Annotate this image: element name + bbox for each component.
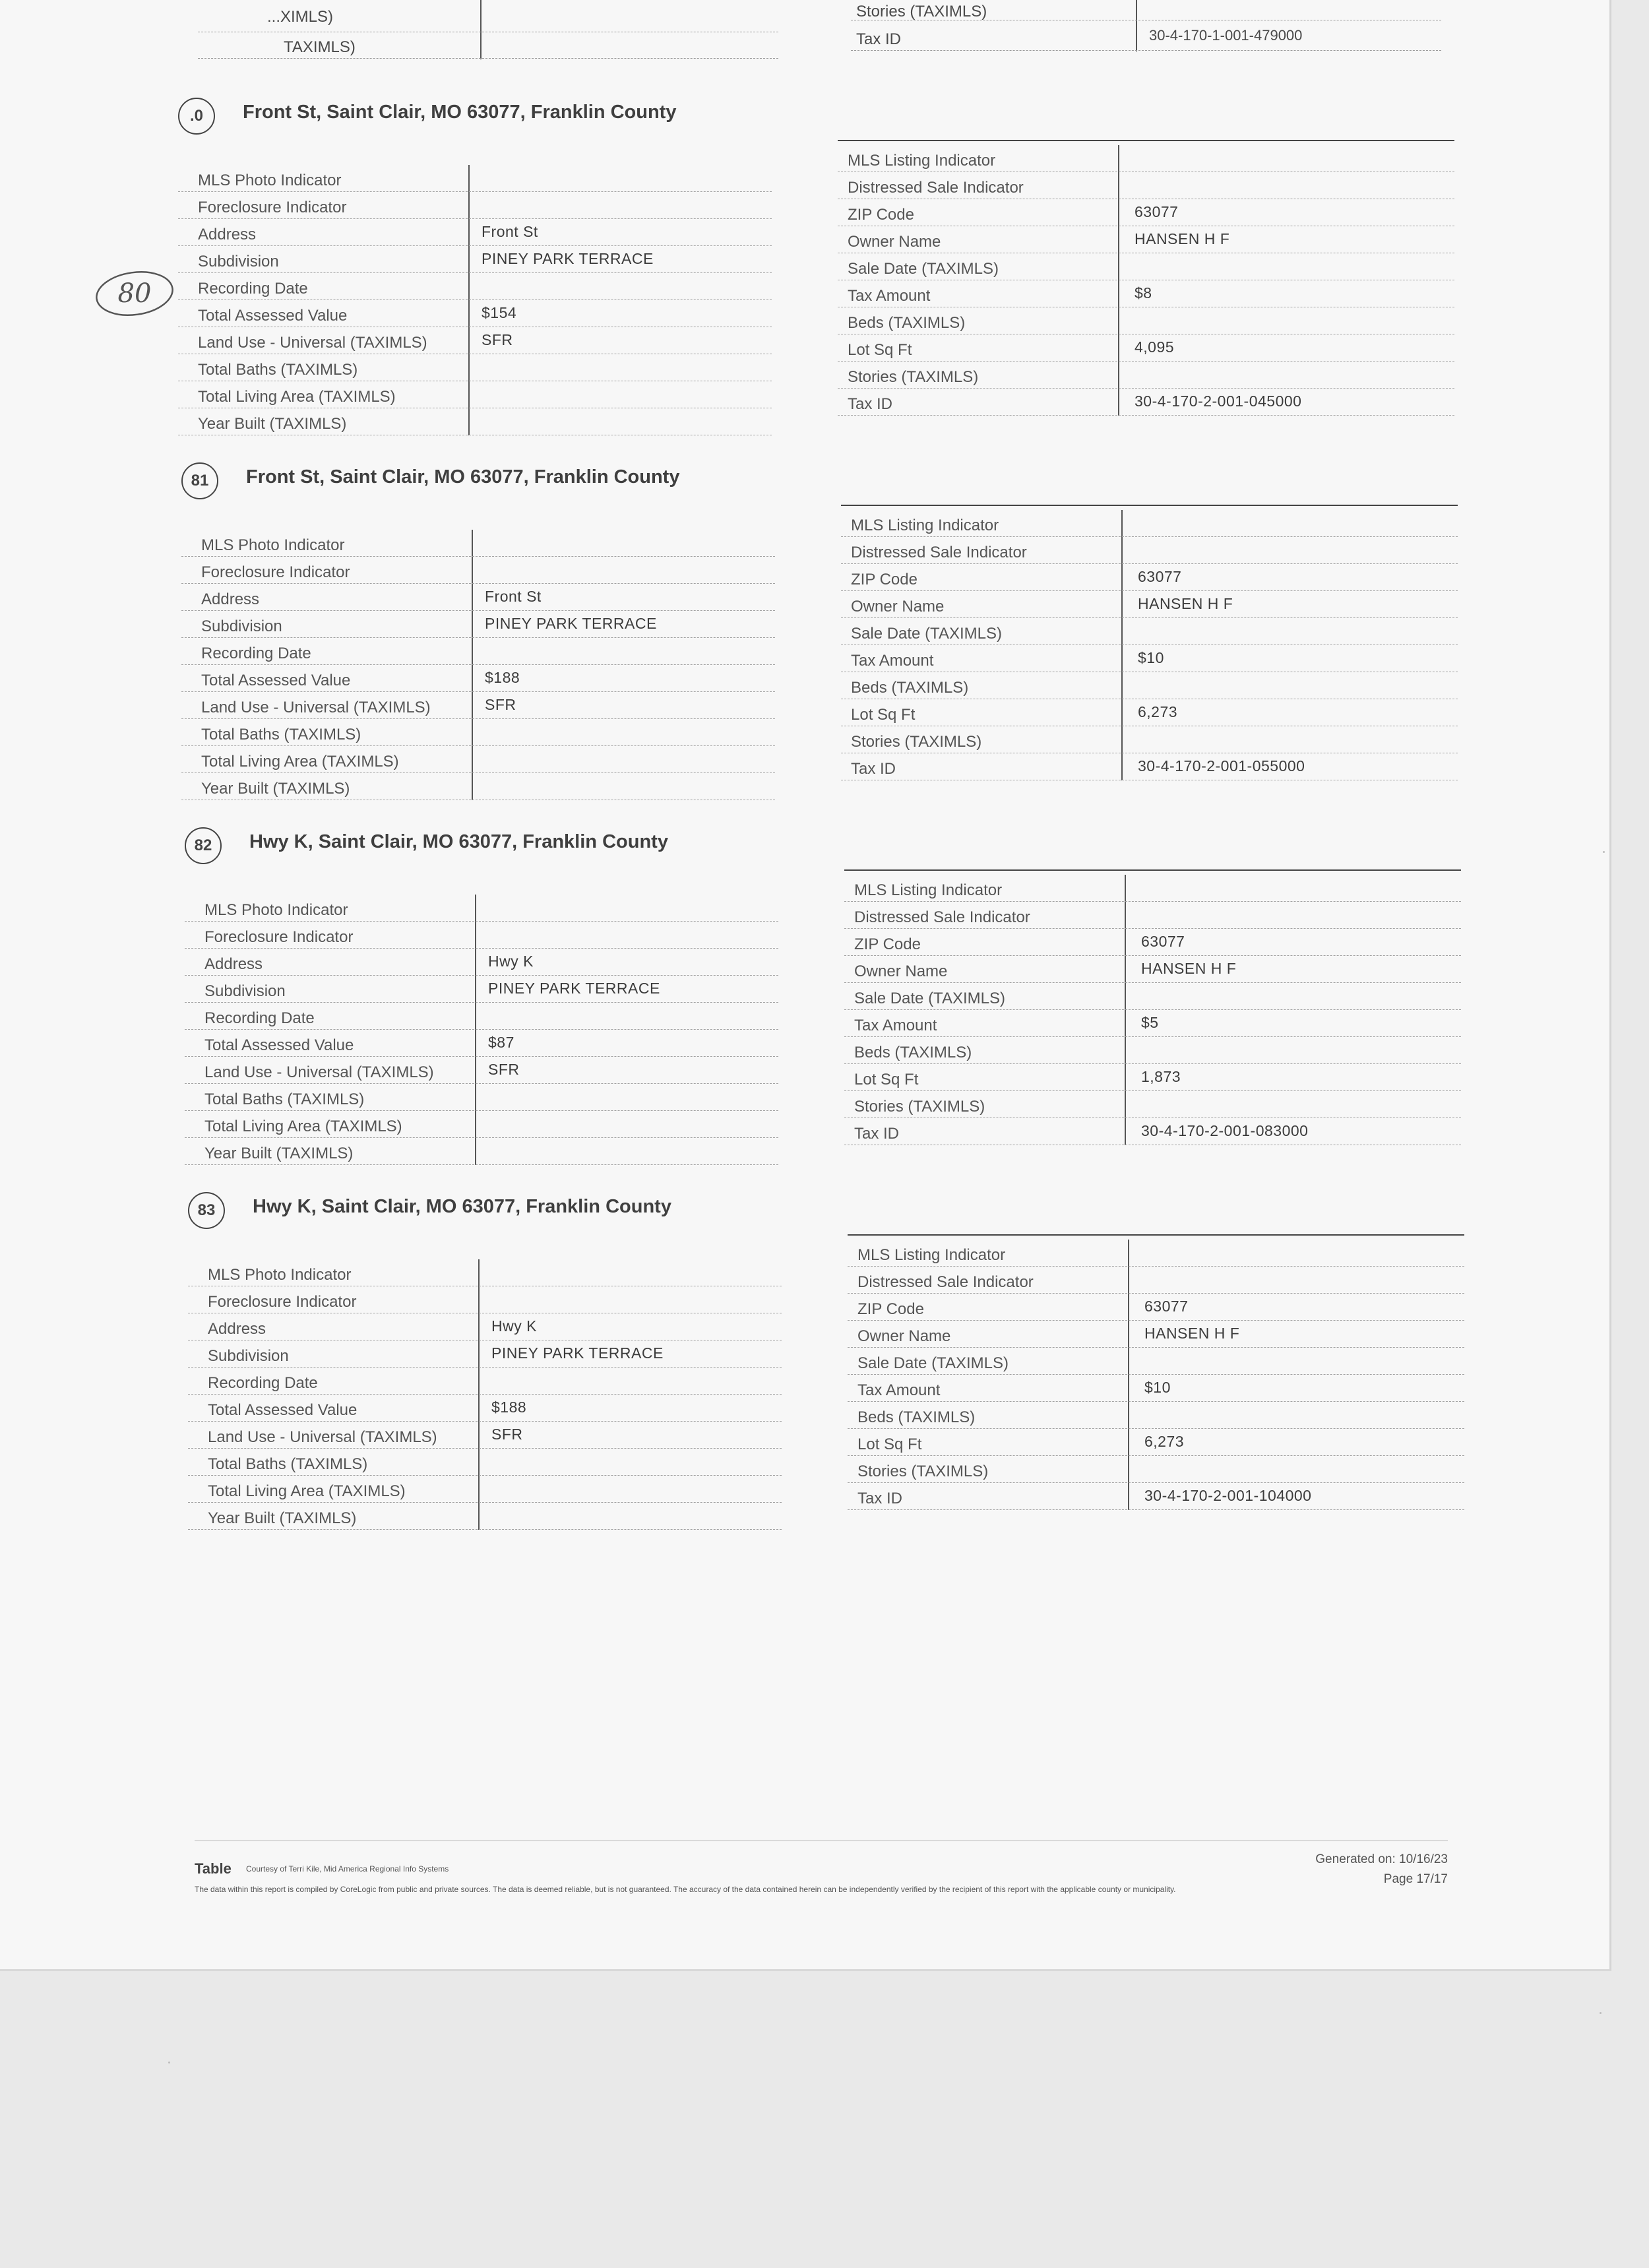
field-label: ZIP Code bbox=[854, 935, 921, 953]
field-row bbox=[848, 1456, 1464, 1483]
header-rule bbox=[848, 1234, 1464, 1236]
field-value: $154 bbox=[482, 304, 517, 321]
handwritten-number: 80 bbox=[117, 278, 152, 309]
field-row bbox=[848, 1402, 1464, 1429]
field-label: Stories (TAXIMLS) bbox=[854, 1098, 985, 1116]
partial-left-label: TAXIMLS) bbox=[284, 38, 356, 56]
field-row bbox=[838, 199, 1454, 226]
property-record bbox=[181, 457, 1458, 798]
field-label: Address bbox=[198, 226, 257, 243]
field-row bbox=[178, 165, 772, 192]
field-value: PINEY PARK TERRACE bbox=[488, 980, 660, 997]
field-label: Recording Date bbox=[204, 1009, 315, 1027]
record-number-badge: .0 bbox=[178, 98, 215, 135]
field-row bbox=[188, 1368, 782, 1395]
scan-speck bbox=[1600, 2012, 1602, 2014]
record-address-title: Front St, Saint Clair, MO 63077, Franklin County bbox=[246, 466, 680, 488]
field-label: Tax Amount bbox=[851, 652, 934, 670]
field-row bbox=[844, 1037, 1461, 1064]
header-rule bbox=[838, 140, 1454, 141]
field-label: Subdivision bbox=[208, 1347, 289, 1365]
field-row bbox=[181, 692, 775, 719]
field-row bbox=[844, 1118, 1461, 1145]
field-label: MLS Photo Indicator bbox=[201, 536, 345, 554]
field-label: Land Use - Universal (TAXIMLS) bbox=[208, 1428, 437, 1446]
field-row bbox=[188, 1313, 782, 1340]
field-row bbox=[848, 1240, 1464, 1267]
field-row bbox=[181, 746, 775, 773]
field-label: MLS Listing Indicator bbox=[854, 881, 1003, 899]
header-rule bbox=[841, 505, 1458, 506]
handwritten-circle-note bbox=[92, 267, 177, 319]
field-label: Beds (TAXIMLS) bbox=[857, 1408, 976, 1426]
scan-speck bbox=[1603, 851, 1605, 853]
field-label: Sale Date (TAXIMLS) bbox=[857, 1354, 1009, 1372]
field-label: Lot Sq Ft bbox=[854, 1071, 919, 1088]
field-value: PINEY PARK TERRACE bbox=[485, 615, 657, 632]
field-row bbox=[848, 1321, 1464, 1348]
field-row bbox=[178, 381, 772, 408]
field-label: Owner Name bbox=[857, 1327, 951, 1345]
report-footer bbox=[195, 1841, 1448, 1913]
field-label: Land Use - Universal (TAXIMLS) bbox=[204, 1063, 434, 1081]
field-row bbox=[838, 334, 1454, 362]
right-field-column bbox=[841, 510, 1458, 780]
field-value: 6,273 bbox=[1138, 703, 1178, 720]
partial-divider bbox=[480, 0, 482, 59]
field-row bbox=[178, 273, 772, 300]
field-label: ZIP Code bbox=[857, 1300, 924, 1318]
field-row bbox=[185, 1084, 778, 1111]
field-row bbox=[848, 1294, 1464, 1321]
field-label: Total Baths (TAXIMLS) bbox=[204, 1090, 365, 1108]
field-value: $87 bbox=[488, 1034, 514, 1051]
field-row bbox=[185, 1030, 778, 1057]
field-row bbox=[181, 530, 775, 557]
field-label: Foreclosure Indicator bbox=[198, 199, 347, 216]
field-row bbox=[838, 362, 1454, 389]
field-label: Total Baths (TAXIMLS) bbox=[208, 1455, 368, 1473]
field-label: ZIP Code bbox=[851, 571, 918, 588]
field-label: Foreclosure Indicator bbox=[201, 563, 350, 581]
field-row bbox=[841, 672, 1458, 699]
field-row bbox=[178, 300, 772, 327]
partial-left-label: ...XIMLS) bbox=[267, 8, 334, 26]
left-field-column bbox=[188, 1259, 782, 1530]
partial-record-top bbox=[0, 0, 1451, 59]
field-label: Sale Date (TAXIMLS) bbox=[851, 625, 1002, 643]
field-label: Recording Date bbox=[208, 1374, 318, 1392]
field-row bbox=[848, 1483, 1464, 1510]
field-label: MLS Photo Indicator bbox=[208, 1266, 352, 1284]
field-label: Total Baths (TAXIMLS) bbox=[201, 726, 361, 743]
footer-disclaimer: The data within this report is compiled by CoreLogic from public and private sources. The data is deemed reliable, but is not guaranteed. The accuracy of the data contained herein can be independently verified by the recipient of this report with the applicable county or municipality. bbox=[195, 1885, 1176, 1894]
field-row bbox=[841, 618, 1458, 645]
page-number: Page 17/17 bbox=[1383, 1872, 1448, 1886]
field-label: Tax ID bbox=[857, 1490, 903, 1507]
field-label: Beds (TAXIMLS) bbox=[851, 679, 969, 697]
right-field-column bbox=[844, 875, 1461, 1145]
field-row bbox=[181, 584, 775, 611]
field-row bbox=[178, 408, 772, 435]
field-row bbox=[188, 1259, 782, 1286]
field-row bbox=[848, 1375, 1464, 1402]
field-row bbox=[181, 665, 775, 692]
field-label: Recording Date bbox=[201, 645, 311, 662]
generated-date: Generated on: 10/16/23 bbox=[1315, 1852, 1448, 1866]
field-label: MLS Listing Indicator bbox=[851, 517, 999, 534]
field-row bbox=[181, 611, 775, 638]
field-row bbox=[185, 1111, 778, 1138]
field-value: Hwy K bbox=[491, 1317, 537, 1335]
field-row bbox=[841, 753, 1458, 780]
field-label: Year Built (TAXIMLS) bbox=[204, 1145, 354, 1162]
field-value: 63077 bbox=[1135, 203, 1179, 220]
field-value: $10 bbox=[1138, 649, 1164, 666]
field-label: Tax ID bbox=[848, 395, 893, 413]
field-label: Total Assessed Value bbox=[198, 307, 348, 325]
field-row bbox=[848, 1348, 1464, 1375]
field-label: Tax ID bbox=[851, 760, 896, 778]
field-label: Year Built (TAXIMLS) bbox=[198, 415, 347, 433]
field-row bbox=[841, 510, 1458, 537]
record-address-title: Hwy K, Saint Clair, MO 63077, Franklin County bbox=[249, 831, 668, 852]
field-value: 63077 bbox=[1141, 933, 1185, 950]
field-label: Distressed Sale Indicator bbox=[854, 908, 1030, 926]
field-value: Front St bbox=[485, 588, 542, 605]
field-label: Beds (TAXIMLS) bbox=[848, 314, 966, 332]
field-value: 1,873 bbox=[1141, 1068, 1181, 1085]
field-value: Front St bbox=[482, 223, 538, 240]
field-label: Subdivision bbox=[198, 253, 279, 270]
field-label: ZIP Code bbox=[848, 206, 914, 224]
field-row bbox=[178, 219, 772, 246]
field-value: 63077 bbox=[1138, 568, 1182, 585]
field-row bbox=[181, 719, 775, 746]
field-row bbox=[844, 956, 1461, 983]
field-label: Address bbox=[208, 1320, 266, 1338]
field-row bbox=[838, 226, 1454, 253]
record-number-badge: 83 bbox=[188, 1192, 225, 1229]
field-label: Tax Amount bbox=[857, 1381, 941, 1399]
field-row bbox=[844, 1091, 1461, 1118]
property-record bbox=[178, 92, 1454, 433]
field-row bbox=[178, 246, 772, 273]
field-row bbox=[178, 327, 772, 354]
field-row bbox=[841, 537, 1458, 564]
field-value: 63077 bbox=[1144, 1298, 1189, 1315]
field-row bbox=[178, 354, 772, 381]
field-row bbox=[185, 976, 778, 1003]
field-row bbox=[838, 389, 1454, 416]
field-label: Tax ID bbox=[854, 1125, 900, 1143]
field-label: Tax Amount bbox=[848, 287, 931, 305]
field-label: Recording Date bbox=[198, 280, 308, 298]
property-record bbox=[188, 1187, 1464, 1527]
field-row bbox=[188, 1503, 782, 1530]
footer-courtesy: Courtesy of Terri Kile, Mid America Regional Info Systems bbox=[246, 1864, 449, 1874]
field-label: Total Assessed Value bbox=[208, 1401, 358, 1419]
field-value: $188 bbox=[491, 1399, 527, 1416]
field-row bbox=[185, 1003, 778, 1030]
field-value: 30-4-170-2-001-055000 bbox=[1138, 757, 1305, 774]
field-value: 4,095 bbox=[1135, 338, 1175, 356]
field-row bbox=[181, 557, 775, 584]
right-field-column bbox=[848, 1240, 1464, 1510]
field-label: Total Baths (TAXIMLS) bbox=[198, 361, 358, 379]
field-label: Owner Name bbox=[851, 598, 945, 615]
field-label: Owner Name bbox=[854, 962, 948, 980]
field-label: Lot Sq Ft bbox=[851, 706, 916, 724]
field-value: SFR bbox=[482, 331, 513, 348]
field-row bbox=[838, 172, 1454, 199]
field-label: Land Use - Universal (TAXIMLS) bbox=[201, 699, 431, 716]
field-row bbox=[838, 280, 1454, 307]
field-row bbox=[841, 699, 1458, 726]
field-row bbox=[838, 145, 1454, 172]
partial-divider bbox=[1136, 0, 1137, 51]
field-label: Tax Amount bbox=[854, 1017, 937, 1034]
field-row bbox=[185, 1057, 778, 1084]
left-field-column bbox=[181, 530, 775, 800]
field-label: Distressed Sale Indicator bbox=[857, 1273, 1034, 1291]
field-label: Total Assessed Value bbox=[204, 1036, 354, 1054]
field-label: Lot Sq Ft bbox=[848, 341, 912, 359]
left-field-column bbox=[185, 895, 778, 1165]
property-record bbox=[185, 822, 1461, 1162]
field-row bbox=[841, 645, 1458, 672]
field-label: Total Living Area (TAXIMLS) bbox=[198, 388, 396, 406]
field-row bbox=[188, 1340, 782, 1368]
field-row bbox=[178, 192, 772, 219]
field-row bbox=[841, 564, 1458, 591]
field-label: Year Built (TAXIMLS) bbox=[201, 780, 350, 798]
field-label: Owner Name bbox=[848, 233, 941, 251]
partial-tax-id: 30-4-170-1-001-479000 bbox=[1149, 27, 1303, 44]
field-label: Land Use - Universal (TAXIMLS) bbox=[198, 334, 427, 352]
field-label: Sale Date (TAXIMLS) bbox=[854, 990, 1005, 1007]
row-separator bbox=[851, 50, 1441, 51]
field-row bbox=[841, 591, 1458, 618]
header-rule bbox=[844, 869, 1461, 871]
scan-speck bbox=[168, 2062, 170, 2063]
field-label: Stories (TAXIMLS) bbox=[851, 733, 982, 751]
field-value: SFR bbox=[488, 1061, 520, 1078]
field-label: Address bbox=[204, 955, 263, 973]
field-row bbox=[844, 1010, 1461, 1037]
partial-right-label: Tax ID bbox=[856, 30, 902, 48]
field-row bbox=[181, 773, 775, 800]
field-row bbox=[844, 929, 1461, 956]
field-label: Sale Date (TAXIMLS) bbox=[848, 260, 999, 278]
field-row bbox=[188, 1286, 782, 1313]
field-label: Stories (TAXIMLS) bbox=[848, 368, 979, 386]
field-value: HANSEN H F bbox=[1138, 595, 1233, 612]
field-label: MLS Listing Indicator bbox=[857, 1246, 1006, 1264]
field-row bbox=[185, 1138, 778, 1165]
field-label: Address bbox=[201, 590, 260, 608]
field-row bbox=[838, 253, 1454, 280]
field-value: $5 bbox=[1141, 1014, 1159, 1031]
field-row bbox=[848, 1267, 1464, 1294]
field-label: Lot Sq Ft bbox=[857, 1435, 922, 1453]
field-row bbox=[844, 902, 1461, 929]
field-label: Foreclosure Indicator bbox=[208, 1293, 357, 1311]
field-label: Total Living Area (TAXIMLS) bbox=[208, 1482, 406, 1500]
field-label: Beds (TAXIMLS) bbox=[854, 1044, 972, 1061]
field-value: PINEY PARK TERRACE bbox=[491, 1344, 664, 1362]
field-label: Total Living Area (TAXIMLS) bbox=[204, 1118, 402, 1135]
field-label: Stories (TAXIMLS) bbox=[857, 1463, 989, 1480]
field-value: SFR bbox=[491, 1426, 523, 1443]
footer-table-label: Table bbox=[195, 1860, 232, 1877]
field-label: Subdivision bbox=[204, 982, 286, 1000]
field-value: HANSEN H F bbox=[1144, 1325, 1240, 1342]
field-value: SFR bbox=[485, 696, 516, 713]
field-label: Distressed Sale Indicator bbox=[848, 179, 1024, 197]
field-row bbox=[185, 895, 778, 922]
field-row bbox=[188, 1476, 782, 1503]
field-value: 30-4-170-2-001-104000 bbox=[1144, 1487, 1312, 1504]
field-label: Distressed Sale Indicator bbox=[851, 544, 1027, 561]
field-label: MLS Photo Indicator bbox=[204, 901, 348, 919]
row-separator bbox=[198, 58, 778, 59]
field-label: Foreclosure Indicator bbox=[204, 928, 354, 946]
field-label: Subdivision bbox=[201, 617, 282, 635]
field-row bbox=[185, 949, 778, 976]
field-value: $10 bbox=[1144, 1379, 1171, 1396]
field-value: 30-4-170-2-001-083000 bbox=[1141, 1122, 1309, 1139]
field-value: $188 bbox=[485, 669, 520, 686]
field-label: MLS Photo Indicator bbox=[198, 172, 342, 189]
field-value: $8 bbox=[1135, 284, 1152, 301]
field-row bbox=[838, 307, 1454, 334]
partial-right-label: Stories (TAXIMLS) bbox=[856, 3, 987, 20]
field-row bbox=[185, 922, 778, 949]
field-row bbox=[844, 875, 1461, 902]
field-row bbox=[181, 638, 775, 665]
field-row bbox=[841, 726, 1458, 753]
field-label: MLS Listing Indicator bbox=[848, 152, 996, 170]
field-label: Total Living Area (TAXIMLS) bbox=[201, 753, 399, 771]
field-value: 6,273 bbox=[1144, 1433, 1185, 1450]
field-value: Hwy K bbox=[488, 953, 534, 970]
left-field-column bbox=[178, 165, 772, 435]
field-value: 30-4-170-2-001-045000 bbox=[1135, 393, 1302, 410]
field-value: HANSEN H F bbox=[1141, 960, 1237, 977]
record-number-badge: 81 bbox=[181, 462, 218, 499]
field-label: Total Assessed Value bbox=[201, 672, 351, 689]
field-row bbox=[188, 1449, 782, 1476]
record-address-title: Hwy K, Saint Clair, MO 63077, Franklin County bbox=[253, 1196, 671, 1217]
field-row bbox=[844, 1064, 1461, 1091]
field-row bbox=[844, 983, 1461, 1010]
field-row bbox=[848, 1429, 1464, 1456]
field-label: Year Built (TAXIMLS) bbox=[208, 1509, 357, 1527]
field-value: HANSEN H F bbox=[1135, 230, 1230, 247]
field-value: PINEY PARK TERRACE bbox=[482, 250, 654, 267]
field-row bbox=[188, 1395, 782, 1422]
record-number-badge: 82 bbox=[185, 827, 222, 864]
right-field-column bbox=[838, 145, 1454, 416]
field-row bbox=[188, 1422, 782, 1449]
record-address-title: Front St, Saint Clair, MO 63077, Franklin County bbox=[243, 102, 677, 123]
